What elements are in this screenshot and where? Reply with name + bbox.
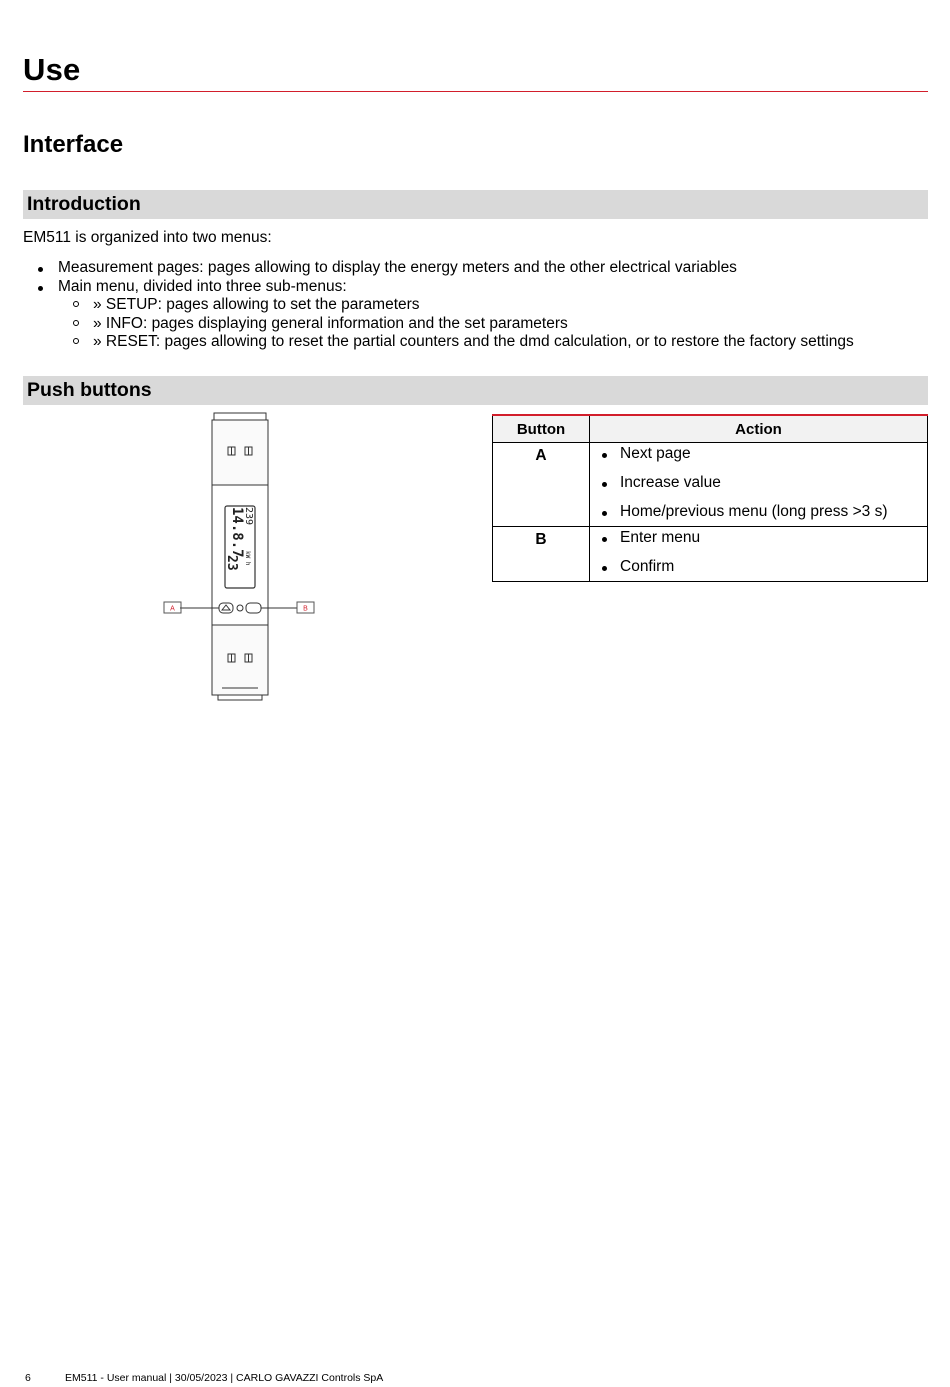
table-row <box>493 443 928 527</box>
introduction-band <box>23 190 928 219</box>
action-list <box>590 443 927 526</box>
push-buttons-band <box>23 376 928 405</box>
lcd-bottom-value: 23 <box>224 555 239 571</box>
page-footer <box>25 1372 383 1384</box>
push-buttons-heading: Push buttons <box>27 379 152 401</box>
action-item: Enter menu <box>590 527 927 556</box>
button-a-actions <box>590 443 928 527</box>
action-list <box>590 527 927 581</box>
footer-text: EM511 - User manual | 30/05/2023 | CARLO GAVAZZI Controls SpA <box>65 1372 384 1384</box>
table-header-action: Action <box>590 415 928 443</box>
bullet-measurement-pages: Measurement pages: pages allowing to display the energy meters and the other electrical variables <box>23 259 854 278</box>
em511-device-figure <box>160 410 330 702</box>
page-title: Use <box>23 52 81 87</box>
sub-bullet-setup: » SETUP: pages allowing to set the parameters <box>23 296 854 315</box>
intro-text: EM511 is organized into two menus: <box>23 229 272 246</box>
action-item: Increase value <box>590 472 927 501</box>
lcd-unit: kW h <box>244 551 251 566</box>
button-b-actions <box>590 527 928 582</box>
sub-bullet-reset: » RESET: pages allowing to reset the partial counters and the dmd calculation, or to restore the factory settings <box>23 333 854 352</box>
button-b-cell: B <box>493 527 590 582</box>
intro-bullet-list <box>23 259 854 352</box>
action-item: Next page <box>590 443 927 472</box>
figure-label-a: A <box>170 605 175 613</box>
button-a-cell: A <box>493 443 590 527</box>
lcd-top-value: 239 <box>243 507 254 526</box>
sub-bullet-info: » INFO: pages displaying general information and the set parameters <box>23 315 854 334</box>
lcd-main-value: 14.8.7 <box>229 507 245 558</box>
push-buttons-table <box>492 414 928 582</box>
action-item: Home/previous menu (long press >3 s) <box>590 501 927 526</box>
title-rule <box>23 91 928 92</box>
page-number: 6 <box>25 1372 31 1384</box>
table-header-button: Button <box>493 415 590 443</box>
table-row <box>493 527 928 582</box>
section-heading: Interface <box>23 131 124 158</box>
table-header-row <box>493 415 928 443</box>
bullet-main-menu: Main menu, divided into three sub-menus: <box>23 278 854 297</box>
action-item: Confirm <box>590 556 927 581</box>
introduction-heading: Introduction <box>27 193 141 215</box>
figure-label-b: B <box>303 605 308 613</box>
